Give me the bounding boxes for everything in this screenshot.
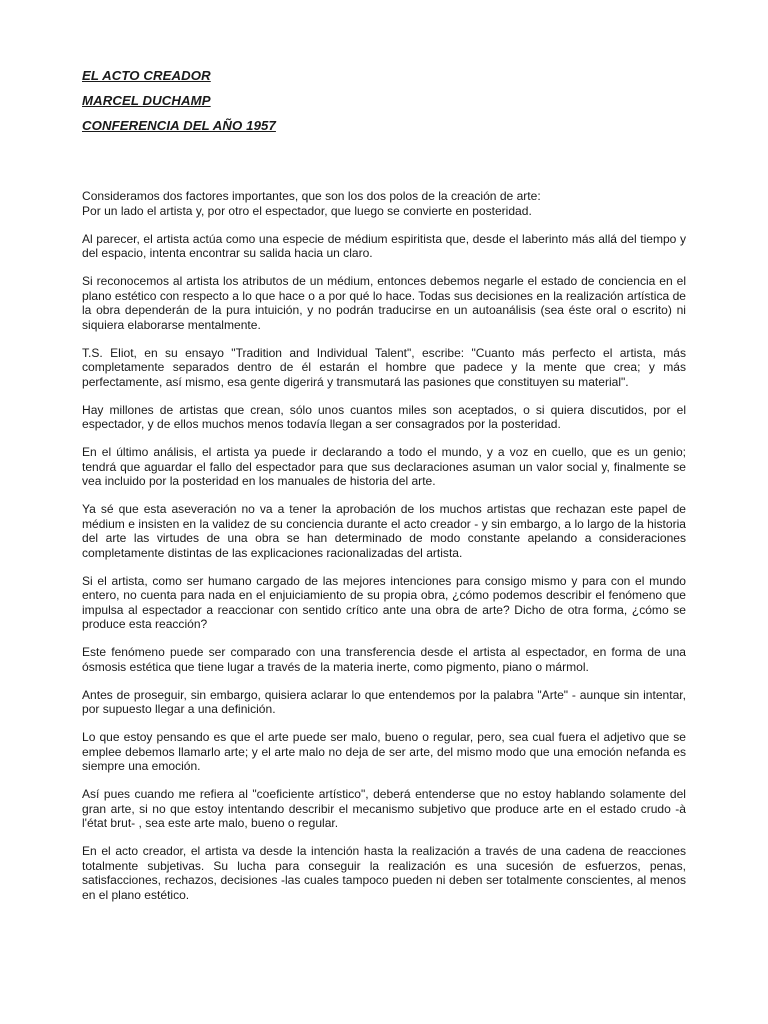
document-body — [82, 189, 686, 902]
paragraph: Ya sé que esta aseveración no va a tener la aprobación de los muchos artistas que rechazan este papel de médium e insisten en la validez de su conciencia durante el acto creador - y sin embargo, a lo largo de la historia del arte las virtudes de una obra se han determinado de modo constante apelando a consideraciones completamente distintas de las explicaciones racionalizadas del artista. — [82, 502, 686, 560]
paragraph: Lo que estoy pensando es que el arte puede ser malo, bueno o regular, pero, sea cual fuera el adjetivo que se emplee debemos llamarlo arte; y el arte malo no deja de ser arte, del mismo modo que una emoción nefanda es siempre una emoción. — [82, 730, 686, 773]
paragraph: En el último análisis, el artista ya puede ir declarando a todo el mundo, y a voz en cuello, que es un genio; tendrá que aguardar el fallo del espectador para que sus declaraciones asuman un valor social y, finalmente se vea incluido por la posteridad en los manuales de historia del arte. — [82, 445, 686, 488]
paragraph-intro — [82, 189, 686, 218]
paragraph: Si el artista, como ser humano cargado de las mejores intenciones para consigo mismo y para con el mundo entero, no cuenta para nada en el enjuiciamiento de su propia obra, ¿cómo podemos describir el fenómeno que impulsa al espectador a reaccionar con sentido crítico ante una obra de arte? Dicho de otra forma, ¿cómo se produce esta reacción? — [82, 573, 686, 631]
document-title: EL ACTO CREADOR — [82, 68, 211, 83]
paragraph: Hay millones de artistas que crean, sólo unos cuantos miles son aceptados, o si quiera discutidos, por el espectador, y de ellos muchos menos todavía llegan a ser consagrados por la posteridad. — [82, 402, 686, 431]
paragraph: T.S. Eliot, en su ensayo "Tradition and Individual Talent", escribe: "Cuanto más perfecto el artista, más completamente separados dentro de él estarán el hombre que padece y la mente que crea; y más perfectamente, así mismo, esa gente digerirá y transmutará las pasiones que constituyen su material". — [82, 345, 686, 389]
document-subtitle: CONFERENCIA DEL AÑO 1957 — [82, 118, 276, 133]
paragraph-line: Consideramos dos factores importantes, que son los dos polos de la creación de arte: — [82, 189, 541, 203]
paragraph: Así pues cuando me refiera al "coeficiente artístico", deberá entenderse que no estoy hablando solamente del gran arte, si no que estoy intentando describir el mecanismo subjetivo que produce arte en el estado crudo -à l'état brut- , sea este arte malo, bueno o regular. — [82, 787, 686, 830]
paragraph: Antes de proseguir, sin embargo, quisiera aclarar lo que entendemos por la palabra "Arte" - aunque sin intentar, por supuesto llegar a una definición. — [82, 687, 686, 716]
paragraph: Si reconocemos al artista los atributos de un médium, entonces debemos negarle el estado de conciencia en el plano estético con respecto a lo que hace o a por qué lo hace. Todas sus decisiones en la realización artística de la obra dependerán de la pura intuición, y no podrán traducirse en un autoanálisis (sea éste oral o escrito) ni siquiera elaborarse mentalmente. — [82, 274, 686, 332]
paragraph-line: Por un lado el artista y, por otro el espectador, que luego se convierte en posteridad. — [82, 203, 532, 218]
document-author: MARCEL DUCHAMP — [82, 93, 211, 108]
paragraph: Al parecer, el artista actúa como una especie de médium espiritista que, desde el laberinto más allá del tiempo y del espacio, intenta encontrar su salida hacia un claro. — [82, 231, 686, 260]
paragraph: En el acto creador, el artista va desde la intención hasta la realización a través de una cadena de reacciones totalmente subjetivas. Su lucha para conseguir la realización es una sucesión de esfuerzos, penas, satisfacciones, rechazos, decisiones -las cuales tampoco pueden ni deben ser totalmente conscientes, al menos en el plano estético. — [82, 844, 686, 902]
document-page — [82, 68, 686, 916]
paragraph: Este fenómeno puede ser comparado con una transferencia desde el artista al espectador, en forma de una ósmosis estética que tiene lugar a través de la materia inerte, como pigmento, piano o mármol. — [82, 645, 686, 674]
